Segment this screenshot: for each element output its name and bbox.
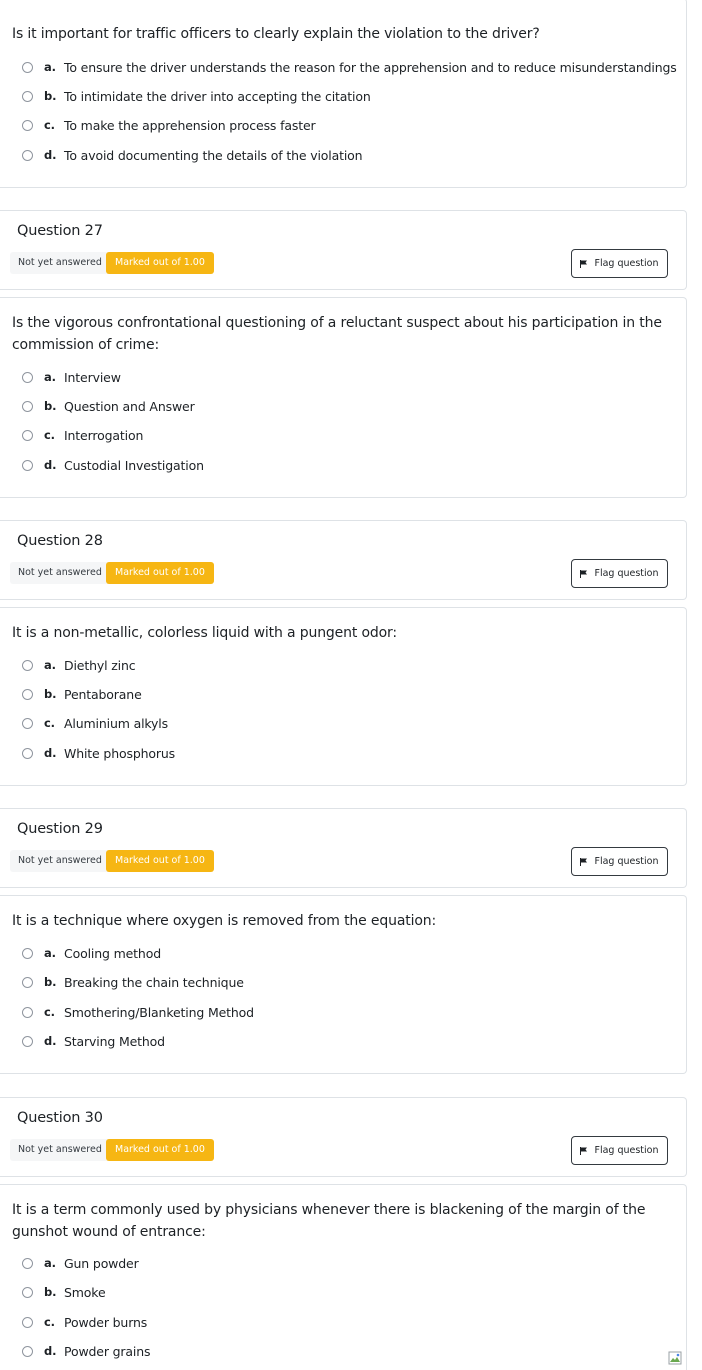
answer-option-c[interactable]	[22, 1312, 147, 1332]
marks-badge: Marked out of 1.00	[106, 562, 214, 584]
marks-badge: Marked out of 1.00	[106, 850, 214, 872]
answer-option-a[interactable]	[22, 367, 121, 387]
option-letter: c.	[44, 1005, 55, 1019]
option-letter: d.	[44, 1344, 57, 1358]
radio-button[interactable]	[22, 1317, 33, 1328]
radio-button[interactable]	[22, 372, 33, 383]
flag-question-button[interactable]	[571, 847, 668, 876]
option-letter: a.	[44, 946, 56, 960]
radio-button[interactable]	[22, 1258, 33, 1269]
answer-option-b[interactable]	[22, 1282, 106, 1302]
option-text: Powder grains	[64, 1343, 151, 1359]
radio-button[interactable]	[22, 430, 33, 441]
option-letter: c.	[44, 428, 55, 442]
answer-option-d[interactable]	[22, 145, 362, 165]
option-text: Cooling method	[64, 945, 161, 961]
status-badge: Not yet answered	[10, 252, 110, 274]
flag-question-button[interactable]	[571, 1136, 668, 1165]
option-text: Interrogation	[64, 427, 144, 443]
status-badge: Not yet answered	[10, 562, 110, 584]
answer-option-c[interactable]	[22, 1002, 254, 1022]
question-text: It is a non-metallic, colorless liquid with a pungent odor:	[12, 625, 397, 641]
option-letter: a.	[44, 60, 56, 74]
radio-button[interactable]	[22, 150, 33, 161]
option-text: Custodial Investigation	[64, 457, 204, 473]
broken-image-icon	[668, 1351, 682, 1365]
option-text: Smothering/Blanketing Method	[64, 1004, 254, 1020]
radio-button[interactable]	[22, 660, 33, 671]
flag-icon	[580, 260, 588, 268]
option-letter: c.	[44, 1315, 55, 1329]
radio-button[interactable]	[22, 401, 33, 412]
option-text: Question and Answer	[64, 398, 195, 414]
answer-option-a[interactable]	[22, 655, 136, 675]
radio-button[interactable]	[22, 62, 33, 73]
radio-button[interactable]	[22, 1287, 33, 1298]
option-letter: b.	[44, 975, 57, 989]
question-number: Question 30	[17, 1110, 103, 1126]
answer-option-c[interactable]	[22, 425, 143, 445]
flag-icon	[580, 570, 588, 578]
flag-question-label: Flag question	[594, 1145, 659, 1156]
option-text: Pentaborane	[64, 686, 142, 702]
option-text: Starving Method	[64, 1033, 165, 1049]
answer-option-b[interactable]	[22, 684, 142, 704]
answer-option-d[interactable]	[22, 1341, 150, 1361]
flag-question-button[interactable]	[571, 559, 668, 588]
option-text: Gun powder	[64, 1255, 139, 1271]
question-text: Is the vigorous confrontational questioning of a reluctant suspect about his participation in the commission of crime:	[12, 315, 662, 353]
option-text: Smoke	[64, 1284, 106, 1300]
radio-button[interactable]	[22, 977, 33, 988]
option-text: To intimidate the driver into accepting the citation	[64, 88, 371, 104]
question-text: It is a technique where oxygen is removed from the equation:	[12, 913, 437, 929]
radio-button[interactable]	[22, 1346, 33, 1357]
radio-button[interactable]	[22, 1007, 33, 1018]
question-text: It is a term commonly used by physicians whenever there is blackening of the margin of the gunshot wound of entrance:	[12, 1202, 646, 1240]
marks-badge: Marked out of 1.00	[106, 252, 214, 274]
answer-option-d[interactable]	[22, 743, 175, 763]
answer-option-d[interactable]	[22, 455, 204, 475]
radio-button[interactable]	[22, 718, 33, 729]
option-letter: b.	[44, 399, 57, 413]
marks-badge: Marked out of 1.00	[106, 1139, 214, 1161]
option-text: Breaking the chain technique	[64, 974, 244, 990]
option-letter: c.	[44, 716, 55, 730]
option-text: Powder burns	[64, 1314, 148, 1330]
answer-option-c[interactable]	[22, 115, 316, 135]
option-letter: b.	[44, 687, 57, 701]
option-text: White phosphorus	[64, 745, 176, 761]
answer-option-b[interactable]	[22, 396, 195, 416]
option-letter: d.	[44, 1034, 57, 1048]
answer-option-c[interactable]	[22, 713, 168, 733]
option-letter: a.	[44, 1256, 56, 1270]
option-letter: a.	[44, 370, 56, 384]
option-text: Interview	[64, 369, 121, 385]
option-letter: a.	[44, 658, 56, 672]
flag-question-button[interactable]	[571, 249, 668, 278]
radio-button[interactable]	[22, 1036, 33, 1047]
radio-button[interactable]	[22, 460, 33, 471]
answer-option-a[interactable]	[22, 1253, 139, 1273]
option-letter: d.	[44, 746, 57, 760]
option-letter: b.	[44, 89, 57, 103]
option-letter: d.	[44, 148, 57, 162]
option-text: Diethyl zinc	[64, 657, 136, 673]
flag-icon	[580, 858, 588, 866]
answer-option-b[interactable]	[22, 86, 371, 106]
radio-button[interactable]	[22, 91, 33, 102]
status-badge: Not yet answered	[10, 1139, 110, 1161]
answer-option-b[interactable]	[22, 972, 244, 992]
question-number: Question 27	[17, 223, 103, 239]
answer-option-a[interactable]	[22, 943, 161, 963]
option-text: Aluminium alkyls	[64, 715, 168, 731]
answer-option-a[interactable]	[22, 57, 677, 77]
flag-icon	[580, 1147, 588, 1155]
question-number: Question 28	[17, 533, 103, 549]
radio-button[interactable]	[22, 120, 33, 131]
radio-button[interactable]	[22, 748, 33, 759]
answer-option-d[interactable]	[22, 1031, 165, 1051]
question-number: Question 29	[17, 821, 103, 837]
option-text: To avoid documenting the details of the violation	[64, 147, 363, 163]
flag-question-label: Flag question	[594, 856, 659, 867]
option-text: To make the apprehension process faster	[64, 117, 316, 133]
question-text: Is it important for traffic officers to clearly explain the violation to the driver?	[12, 26, 540, 42]
option-letter: b.	[44, 1285, 57, 1299]
flag-question-label: Flag question	[594, 568, 659, 579]
radio-button[interactable]	[22, 689, 33, 700]
option-letter: d.	[44, 458, 57, 472]
radio-button[interactable]	[22, 948, 33, 959]
option-letter: c.	[44, 118, 55, 132]
option-text: To ensure the driver understands the reason for the apprehension and to reduce misunderstandings	[64, 59, 677, 75]
status-badge: Not yet answered	[10, 850, 110, 872]
flag-question-label: Flag question	[594, 258, 659, 269]
